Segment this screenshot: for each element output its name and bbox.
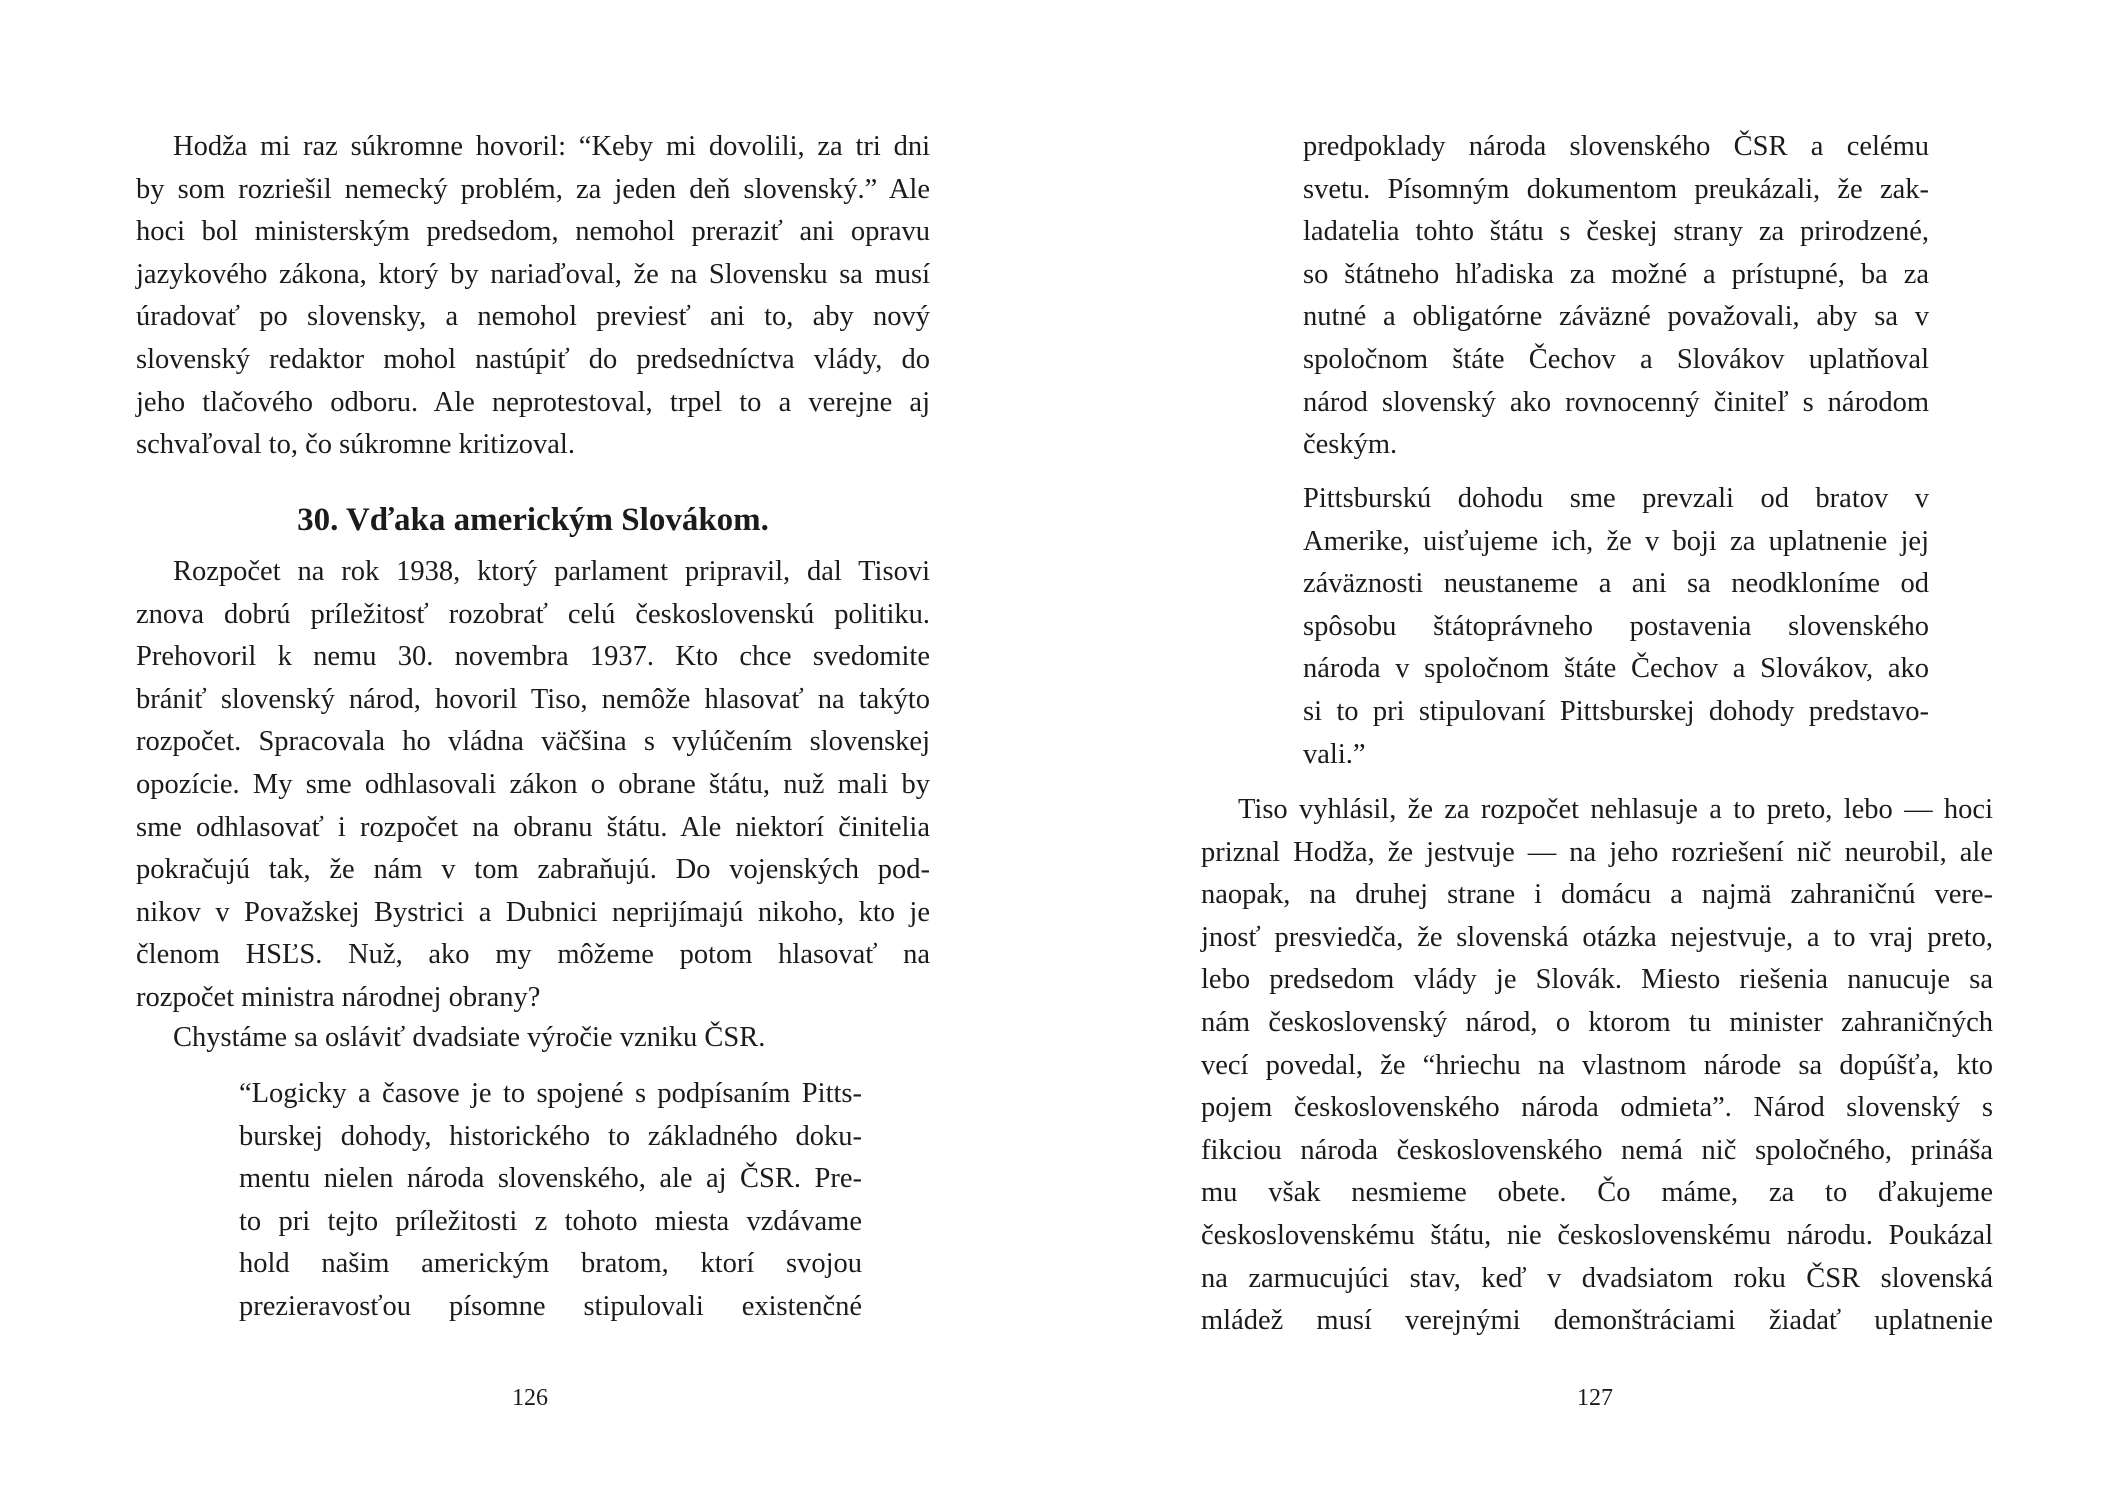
text-line: vali.” (1303, 738, 1366, 770)
text-line: Tiso vyhlásil, že za rozpočet nehlasuje a to preto, lebo — hoci (1238, 794, 1993, 825)
text-line: pokračujú tak, že nám v tom zabraňujú. Do vojenských pod- (136, 854, 930, 886)
text-line: spoločnom štáte Čechov a Slovákov uplatňoval (1303, 343, 1929, 375)
text-line: na zarmucujúci stav, keď v dvadsiatom roku ČSR slovenská (1201, 1262, 1993, 1294)
text-line: znova dobrú príležitosť rozobrať celú československú politiku. (136, 598, 930, 630)
text-line: úradovať po slovensky, a nemohol previesť ani to, aby nový (136, 301, 930, 333)
block-quote (239, 1073, 862, 1329)
page-number: 127 (1577, 1385, 1613, 1411)
paragraph (136, 551, 930, 1020)
text-line: naopak, na druhej strane i domácu a najmä zahraničnú vere- (1201, 879, 1993, 911)
text-line: slovenský redaktor mohol nastúpiť do predsedníctva vlády, do (136, 343, 930, 375)
text-line: Pittsburskú dohodu sme prevzali od bratov v (1303, 483, 1929, 514)
text-line: spôsobu štátoprávneho postavenia slovenského (1303, 610, 1929, 642)
text-line: Prehovoril k nemu 30. novembra 1937. Kto chce svedomite (136, 641, 930, 673)
text-line: to pri tejto príležitosti z tohoto miesta vzdávame (239, 1205, 862, 1237)
text-line: svetu. Písomným dokumentom preukázali, že zak- (1303, 173, 1929, 205)
text-line: českým. (1303, 429, 1398, 461)
text-line: mu však nesmieme obete. Čo máme, za to ďakujeme (1201, 1177, 1993, 1209)
text-line: schvaľoval to, čo súkromne kritizoval. (136, 429, 575, 461)
block-quote (1303, 478, 1929, 776)
text-line: lebo predsedom vlády je Slovák. Miesto riešenia nanucuje sa (1201, 964, 1993, 996)
text-line: členom HSĽS. Nuž, ako my môžeme potom hlasovať na (136, 939, 930, 971)
text-line: predpoklady národa slovenského ČSR a celému (1303, 131, 1929, 162)
text-line: jazykového zákona, ktorý by nariaďoval, že na Slovensku sa musí (136, 258, 930, 290)
text-line: národa v spoločnom štáte Čechov a Slovákov, ako (1303, 653, 1929, 685)
text-line: so štátneho hľadiska za možné a prístupné, ba za (1303, 258, 1929, 290)
page-number: 126 (512, 1385, 548, 1411)
text-line: by som rozriešil nemecký problém, za jeden deň slovenský.” Ale (136, 173, 930, 205)
text-line: hold našim americkým bratom, ktorí svojou (239, 1248, 862, 1280)
text-line: mládež musí verejnými demonštráciami žiadať uplatnenie (1201, 1305, 1993, 1337)
text-line: priznal Hodža, že jestvuje — na jeho rozriešení nič neurobil, ale (1201, 836, 1993, 868)
text-line: nám československý národ, o ktorom tu minister zahraničných (1201, 1006, 1993, 1038)
block-quote (1303, 126, 1929, 467)
text-line: národ slovenský ako rovnocenný činiteľ s národom (1303, 386, 1929, 418)
text-line: rozpočet. Spracovala ho vládna väčšina s vylúčením slovenskej (136, 726, 930, 758)
chapter-heading: 30. Vďaka americkým Slovákom. (297, 502, 769, 538)
paragraph (136, 126, 930, 467)
text-line: vecí povedal, že “hriechu na vlastnom národe sa dopúšťa, kto (1201, 1049, 1993, 1081)
text-line: nutné a obligatórne záväzné považovali, aby sa v (1303, 301, 1929, 333)
text-line: opozície. My sme odhlasovali zákon o obrane štátu, nuž mali by (136, 768, 930, 800)
text-line: pojem československého národa odmieta”. Národ slovenský s (1201, 1092, 1993, 1124)
text-line: Hodža mi raz súkromne hovoril: “Keby mi dovolili, za tri dni (173, 131, 930, 162)
text-line: Chystáme sa osláviť dvadsiate výročie vzniku ČSR. (173, 1022, 766, 1053)
text-line: rozpočet ministra národnej obrany? (136, 981, 541, 1013)
text-line: fikciou národa československého nemá nič spoločného, prináša (1201, 1134, 1993, 1166)
text-line: hoci bol ministerským predsedom, nemohol preraziť ani opravu (136, 216, 930, 248)
text-line: Rozpočet na rok 1938, ktorý parlament pripravil, dal Tisovi (173, 556, 930, 587)
text-line: Amerike, uisťujeme ich, že v boji za uplatnenie jej (1303, 525, 1929, 557)
paragraph (1201, 789, 1993, 1343)
text-line: si to pri stipulovaní Pittsburskej dohody predstavo- (1303, 695, 1929, 727)
text-line: ladatelia tohto štátu s českej strany za prirodzené, (1303, 216, 1929, 248)
paragraph (136, 1017, 930, 1060)
text-line: sme odhlasovať i rozpočet na obranu štátu. Ale niektorí činitelia (136, 811, 930, 843)
right-page (1059, 0, 2118, 1500)
text-line: prezieravosťou písomne stipulovali existenčné (239, 1290, 862, 1322)
text-line: československému štátu, nie československému národu. Poukázal (1201, 1219, 1993, 1251)
text-line: mentu nielen národa slovenského, ale aj ČSR. Pre- (239, 1163, 862, 1195)
text-line: jeho tlačového odboru. Ale neprotestoval, trpel to a verejne aj (136, 386, 930, 418)
text-line: nikov v Považskej Bystrici a Dubnici neprijímajú nikoho, kto je (136, 896, 930, 928)
text-line: záväznosti neustaneme a ani sa neodkloníme od (1303, 568, 1929, 600)
text-line: “Logicky a časove je to spojené s podpísaním Pitts- (239, 1078, 862, 1109)
text-line: brániť slovenský národ, hovoril Tiso, nemôže hlasovať na takýto (136, 683, 930, 715)
text-line: burskej dohody, historického to základného doku- (239, 1120, 862, 1152)
text-line: jnosť presviedča, že slovenská otázka nejestvuje, a to vraj preto, (1201, 921, 1993, 953)
